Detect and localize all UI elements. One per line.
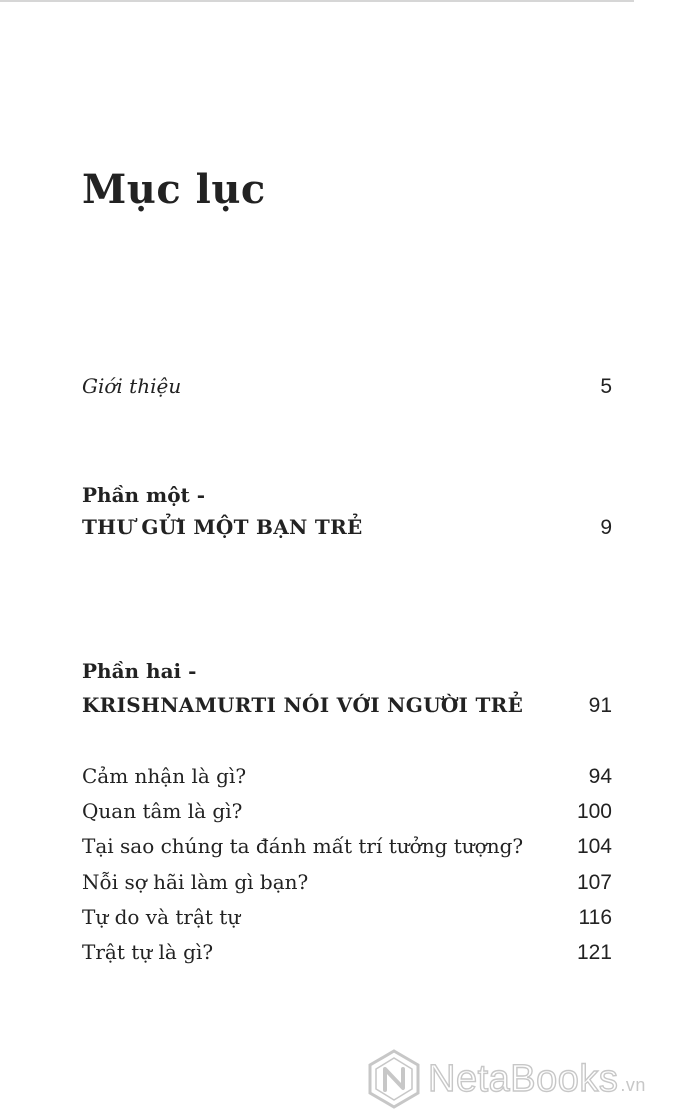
- list-item: [82, 870, 612, 905]
- chapter-page: 100: [576, 800, 612, 824]
- chapter-page: 107: [576, 870, 612, 894]
- chapter-title: Nỗi sợ hãi làm gì bạn?: [82, 869, 309, 894]
- toc-entry-intro: [82, 373, 612, 400]
- netabooks-logo-icon: [366, 1048, 422, 1110]
- part-two-label: Phần hai -: [82, 659, 197, 683]
- list-item: [82, 905, 612, 940]
- chapter-page: 121: [576, 940, 612, 964]
- toc-entry-label: Giới thiệu: [82, 374, 182, 398]
- watermark-text: [428, 1058, 646, 1101]
- chapter-page: 104: [576, 835, 612, 859]
- page-title: Mục lục: [82, 166, 266, 213]
- chapter-title: Trật tự là gì?: [82, 939, 214, 964]
- toc-entry-part-one: [82, 514, 612, 541]
- part-one-page: 9: [600, 516, 612, 539]
- list-item: [82, 940, 612, 975]
- list-item: [82, 834, 612, 869]
- chapter-title: Tại sao chúng ta đánh mất trí tưởng tượng?: [82, 834, 524, 859]
- toc-entry-page: 5: [600, 375, 612, 398]
- watermark: [366, 1046, 696, 1112]
- part-two-title: KRISHNAMURTI NÓI VỚI NGƯỜI TRẺ: [82, 693, 524, 717]
- toc-entry-part-two: [82, 692, 612, 719]
- watermark-suffix: .vn: [620, 1074, 646, 1095]
- list-item: [82, 799, 612, 834]
- watermark-brand: NetaBooks: [428, 1057, 619, 1100]
- part-one-label: Phần một -: [82, 483, 206, 507]
- chapter-title: Cảm nhận là gì?: [82, 764, 247, 788]
- list-item: [82, 764, 612, 799]
- chapter-title: Tự do và trật tự: [82, 904, 241, 929]
- chapter-page: 94: [588, 765, 612, 788]
- top-rule: [0, 0, 634, 2]
- chapter-page: 116: [578, 905, 612, 929]
- chapter-list: [82, 764, 612, 975]
- part-one-title: THƯ GỬI MỘT BẠN TRẺ: [82, 515, 363, 539]
- chapter-title: Quan tâm là gì?: [82, 799, 243, 824]
- part-two-page: 91: [588, 694, 612, 717]
